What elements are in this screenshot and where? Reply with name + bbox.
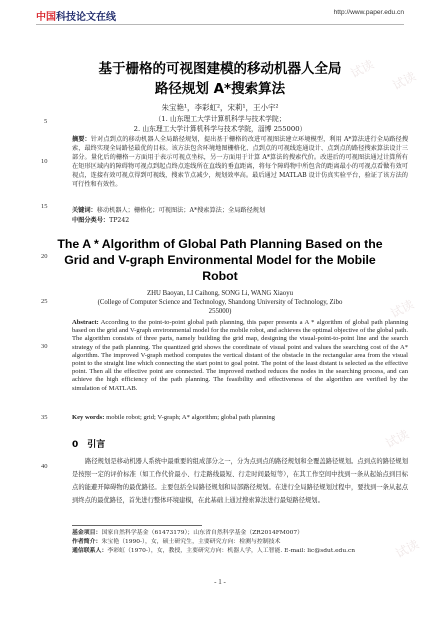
watermark: 试读 [388,297,417,321]
en-affiliation-2: 255000) [208,308,232,315]
footnote-correspondence [72,547,408,555]
cn-authors: 朱宝艳¹，李彩虹²，宋莉¹，王小宇² [161,103,279,112]
en-abstract [72,319,408,393]
cn-affiliation-1: （1. 山东理工大学计算机科学与技术学院； [154,115,286,123]
en-abstract-label: Abstract: [72,319,99,326]
page-header [0,0,440,26]
watermark: 试读 [393,537,422,561]
footnote-fund-text: 国家自然科学基金（61473179）；山东省自然科学基金（ZR2014FM007） [101,530,303,536]
watermark: 试读 [378,147,407,171]
line-number: 30 [41,343,48,350]
footnote-bio-text: 朱宝艳（1990-），女，硕士研究生，主要研究方向：检测与控制技术 [101,539,281,545]
footnote-corr-text: 李彩虹（1970-），女，教授，主要研究方向：机器人学，人工智能. E-mail: lic@sdut.edu.cn [107,548,356,554]
cn-keywords-label: 关键词： [72,207,97,214]
logo-prefix: 中国 [36,12,56,23]
cn-clc-label: 中图分类号： [72,217,110,224]
intro-paragraph: 路径规划是移动机器人系统中最重要的组成部分之一，分为点到点的路径规划和全覆盖路径规划。点到点的路径规划是按照一定的评价标准（如工作代价最小、行走路线最短、行走时间最短等），在其工作空间中找到一条从起始点到目标点的能避开障碍物的最优路径。主要包括全局路径规划和局部路径规划。在进行全局路径规划过程中，要找到一条从起点到终点的最优路径，首先进行整体环境建模，在此基础上通过搜索算法进行最短路径规划。 [72,458,408,504]
cn-abstract-label: 摘要： [72,136,91,143]
watermark: 试读 [390,69,419,93]
footnote-fund-label: 基金项目： [72,530,102,536]
cn-abstract-body: 针对点到点的移动机器人全局路径规划，提出基于栅格的改进可视图法建立环境模型，利用 A*算法进行全局路径搜索，最终实现全局路径最优的目标。该方法包含环境地图栅格化、点到点的可视线连通设计、点到点的路径搜索算法设计三部分。量化后的栅格一方面用于表示可视点坐标，另一方面用于计算 A*算法的搜索代价。改进后的可视图法通过计算所有在矩形区域内的障碍物可视点到起点终点连线所在直线的垂直距离，将每个障碍物中所包含的距离最小的可视点看做有效可视点，连接有效可视点得到可视线，搜索节点减少，规划效率高。最后通过 MATLAB 设计仿真实验平台，验证了该方法的可行性和有效性。 [72,136,409,188]
page-number: - 1 - [214,578,226,586]
footnote-corr-label: 通信联系人： [72,548,108,554]
en-keywords [72,414,408,422]
footnote-bio [72,538,408,546]
watermark: 试读 [348,57,377,81]
line-number: 40 [41,463,48,470]
cn-clc-code: TP242 [109,217,130,224]
en-keywords-text: mobile robot; grid; V-graph; A* algorithm; global path planning [106,414,275,421]
en-affiliation-1: (College of Computer Science and Technology, Shandong University of Technology, Zibo [97,299,343,306]
watermark: 试读 [383,427,412,451]
line-number: 15 [41,203,48,210]
line-number: 25 [41,298,48,305]
line-number: 10 [41,158,48,165]
en-title-line2: Grid and V-graph Environmental Model for the Mobile [64,253,376,267]
section-heading-intro: 0 引言 [72,440,106,450]
site-logo[interactable] [36,8,116,23]
cn-keywords-text: 移动机器人；栅格化；可视图法；A*搜索算法；全局路径规划 [96,207,266,214]
line-number: 35 [41,414,48,421]
cn-affiliation-2: 2. 山东理工大学计算机科学与技术学院，淄博 255000） [133,125,307,133]
cn-title-line1: 基于栅格的可视图建模的移动机器人全局 [98,61,342,77]
footnote-bio-label: 作者简介： [72,539,102,545]
en-title-line1: The A * Algorithm of Global Path Planning Based on the [57,237,383,251]
en-abstract-body: According to the point-to-point global path planning, this paper presents a A * algorithm of global path planning based on the grid and V-graph environmental model for the mobile robot, and achieves the optimal objective of the global path. The algorithm consists of three parts, namely building the grid map, designing the visual-point-to-point line and the search strategy of the path planning. The quantized grid shows the coordinate of visual point and values the searching cost of the A* algorithm. The improved V-graph method computes the vertical distant of the obstacle in the rectangular area from the visual point to the straight line which connecting the start point to goal point. The point of the least distant is selected as the effective point. Then all the effective point are connected. The improved method reduces the nodes in the searching process, and can achieve the high efficiency of the path planning. The feasibility and effectiveness of the algorithm are verified by the simulation of MATLAB. [72,319,408,392]
cn-keywords [72,207,408,216]
en-authors: ZHU Baoyan, LI Caihong, SONG Li, WANG Xiaoyu [147,290,293,297]
cn-classification [72,217,408,226]
cn-title-line2: 路径规划 A*搜索算法 [154,81,286,97]
line-number: 20 [41,253,48,260]
site-url-link[interactable]: http://www.paper.edu.cn [333,9,404,16]
footnote-fund [72,529,408,537]
cn-abstract [72,136,408,189]
en-title-line3: Robot [202,269,238,283]
logo-main: 科技论文在线 [56,12,116,23]
line-number: 5 [44,118,48,125]
en-keywords-label: Key words: [72,414,105,421]
footnote-rule [72,525,202,526]
header-rule [36,24,404,25]
